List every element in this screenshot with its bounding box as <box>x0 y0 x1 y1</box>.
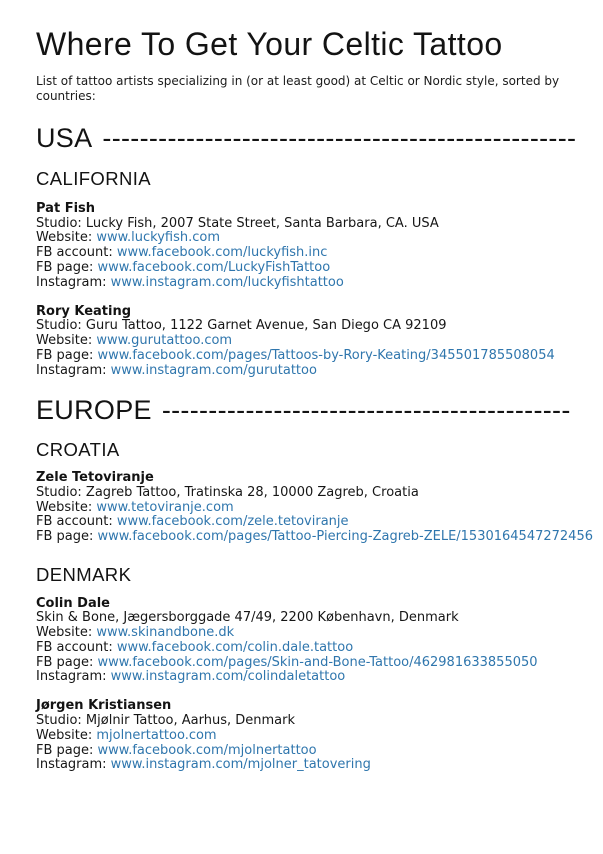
instagram-link[interactable]: www.instagram.com/gurutattoo <box>110 362 317 378</box>
field-label: FB account: <box>36 514 117 530</box>
fb-page-line <box>36 744 585 759</box>
dashes-decoration: --------------------------------------------------- <box>102 123 577 153</box>
fb-page-line <box>36 656 585 671</box>
field-label: Studio: <box>36 318 86 334</box>
field-label: Website: <box>36 333 97 349</box>
fb-account-line <box>36 641 585 656</box>
instagram-link[interactable]: www.instagram.com/mjolner_tatovering <box>110 757 371 773</box>
artist-name: Colin Dale <box>36 595 111 611</box>
field-label: Instagram: <box>36 669 111 685</box>
artist-block-pat-fish <box>36 202 585 290</box>
section-label-europe: EUROPE <box>36 395 152 426</box>
subsection-heading-california: CALIFORNIA <box>36 168 152 189</box>
artist-name: Zele Tetoviranje <box>36 470 154 486</box>
website-line <box>36 729 585 744</box>
fb-page-link[interactable]: www.facebook.com/pages/Tattoo-Piercing-Zagreb-ZELE/1530164547272456 <box>97 529 593 545</box>
fb-page-line <box>36 261 585 276</box>
studio-line <box>36 319 585 334</box>
field-label: FB page: <box>36 529 98 545</box>
studio-line <box>36 714 585 729</box>
field-label: FB account: <box>36 639 117 655</box>
fb-account-link[interactable]: www.facebook.com/colin.dale.tattoo <box>116 639 354 655</box>
website-line <box>36 231 585 246</box>
field-label: Studio: <box>36 484 86 500</box>
section-heading-europe <box>36 394 585 426</box>
website-link[interactable]: mjolnertattoo.com <box>96 727 217 743</box>
studio-text: Mjølnir Tattoo, Aarhus, Denmark <box>85 713 296 729</box>
instagram-line <box>36 364 585 379</box>
instagram-line <box>36 276 585 291</box>
field-label: FB page: <box>36 654 98 670</box>
fb-account-link[interactable]: www.facebook.com/zele.tetoviranje <box>116 514 349 530</box>
field-label: Website: <box>36 499 97 515</box>
studio-line <box>36 217 585 232</box>
page-subtitle: List of tattoo artists specializing in (or at least good) at Celtic or Nordic style, sorted by countries: <box>36 74 560 103</box>
website-link[interactable]: www.gurutattoo.com <box>96 333 233 349</box>
artist-block-colin-dale <box>36 597 585 685</box>
section-label-usa: USA <box>36 123 93 153</box>
website-link[interactable]: www.skinandbone.dk <box>96 625 235 641</box>
website-line <box>36 626 585 641</box>
dashes-decoration: -------------------------------------------- <box>161 395 571 426</box>
website-link[interactable]: www.tetoviranje.com <box>96 499 234 515</box>
studio-line <box>36 486 585 501</box>
artist-block-jorgen-kristiansen <box>36 699 585 773</box>
instagram-link[interactable]: www.instagram.com/luckyfishtattoo <box>110 274 344 290</box>
website-link[interactable]: www.luckyfish.com <box>96 230 221 246</box>
fb-page-link[interactable]: www.facebook.com/LuckyFishTattoo <box>97 259 331 275</box>
field-label: Website: <box>36 727 97 743</box>
artist-block-rory-keating <box>36 305 585 379</box>
instagram-link[interactable]: www.instagram.com/colindaletattoo <box>110 669 346 685</box>
artist-name: Pat Fish <box>36 201 96 216</box>
fb-account-link[interactable]: www.facebook.com/luckyfish.inc <box>116 245 328 261</box>
artist-name: Jørgen Kristiansen <box>36 698 172 714</box>
studio-line <box>36 611 585 626</box>
studio-text: Guru Tattoo, 1122 Garnet Avenue, San Diego CA 92109 <box>85 318 447 334</box>
fb-page-link[interactable]: www.facebook.com/pages/Skin-and-Bone-Tattoo/462981633855050 <box>97 654 538 670</box>
fb-page-link[interactable]: www.facebook.com/pages/Tattoos-by-Rory-Keating/345501785508054 <box>97 347 555 363</box>
field-label: Website: <box>36 230 97 246</box>
fb-account-line <box>36 246 585 261</box>
website-line <box>36 334 585 349</box>
subsection-heading-croatia: CROATIA <box>36 439 120 461</box>
studio-text: Zagreb Tattoo, Tratinska 28, 10000 Zagreb, Croatia <box>85 484 419 500</box>
field-label: Studio: <box>36 713 86 729</box>
fb-page-link[interactable]: www.facebook.com/mjolnertattoo <box>97 742 317 758</box>
page-title: Where To Get Your Celtic Tattoo <box>36 26 503 62</box>
instagram-line <box>36 758 585 773</box>
artist-block-zele-tetoviranje <box>36 470 593 545</box>
field-label: Studio: <box>36 215 86 231</box>
field-label: FB page: <box>36 347 98 363</box>
studio-text: Skin & Bone, Jægersborggade 47/49, 2200 København, Denmark <box>36 610 459 626</box>
fb-account-line <box>36 515 585 530</box>
studio-text: Lucky Fish, 2007 State Street, Santa Barbara, CA. USA <box>85 215 439 231</box>
field-label: FB page: <box>36 742 98 758</box>
field-label: Instagram: <box>36 757 111 773</box>
field-label: FB account: <box>36 245 117 261</box>
field-label: Instagram: <box>36 362 111 378</box>
subsection-heading-denmark: DENMARK <box>36 563 132 585</box>
fb-page-line <box>36 349 585 364</box>
field-label: Website: <box>36 625 97 641</box>
fb-page-line <box>36 529 593 545</box>
website-line <box>36 501 585 516</box>
instagram-line <box>36 670 585 685</box>
field-label: FB page: <box>36 259 98 275</box>
section-heading-usa <box>36 122 585 154</box>
field-label: Instagram: <box>36 274 111 290</box>
artist-name: Rory Keating <box>36 303 132 319</box>
